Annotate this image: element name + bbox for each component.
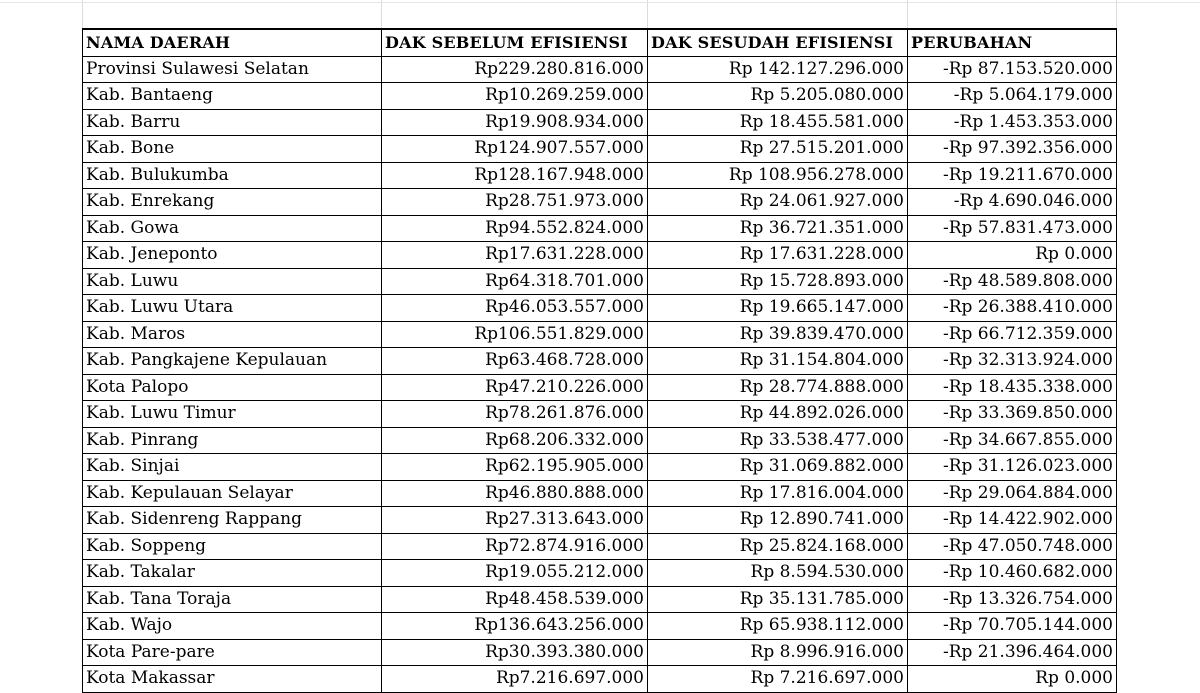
cell-dak-sebelum[interactable]: Rp10.269.259.000 — [382, 83, 648, 110]
cell-dak-sesudah[interactable]: Rp 65.938.112.000 — [648, 613, 908, 640]
cell-dak-sebelum[interactable]: Rp48.458.539.000 — [382, 586, 648, 613]
cell-dak-sesudah[interactable]: Rp 8.996.916.000 — [648, 639, 908, 666]
cell-perubahan[interactable]: -Rp 34.667.855.000 — [908, 427, 1117, 454]
table-row — [83, 348, 1117, 375]
cell-dak-sesudah[interactable]: Rp 15.728.893.000 — [648, 268, 908, 295]
table-row — [83, 136, 1117, 163]
cell-dak-sesudah[interactable]: Rp 12.890.741.000 — [648, 507, 908, 534]
table-row — [83, 480, 1117, 507]
cell-nama-daerah[interactable]: Kab. Luwu Utara — [83, 295, 382, 322]
table-row — [83, 427, 1117, 454]
cell-perubahan[interactable]: -Rp 13.326.754.000 — [908, 586, 1117, 613]
table-row — [83, 109, 1117, 136]
cell-dak-sebelum[interactable]: Rp19.908.934.000 — [382, 109, 648, 136]
table-row — [83, 639, 1117, 666]
cell-dak-sebelum[interactable]: Rp47.210.226.000 — [382, 374, 648, 401]
dak-table — [82, 28, 1117, 693]
cell-dak-sebelum[interactable]: Rp124.907.557.000 — [382, 136, 648, 163]
cell-dak-sesudah[interactable]: Rp 19.665.147.000 — [648, 295, 908, 322]
cell-nama-daerah[interactable]: Kab. Luwu — [83, 268, 382, 295]
cell-dak-sesudah[interactable]: Rp 44.892.026.000 — [648, 401, 908, 428]
cell-perubahan[interactable]: -Rp 19.211.670.000 — [908, 162, 1117, 189]
cell-perubahan[interactable]: -Rp 21.396.464.000 — [908, 639, 1117, 666]
cell-dak-sebelum[interactable]: Rp94.552.824.000 — [382, 215, 648, 242]
table-row — [83, 321, 1117, 348]
cell-perubahan[interactable]: -Rp 4.690.046.000 — [908, 189, 1117, 216]
table-row — [83, 666, 1117, 693]
cell-perubahan[interactable]: -Rp 70.705.144.000 — [908, 613, 1117, 640]
cell-dak-sesudah[interactable]: Rp 108.956.278.000 — [648, 162, 908, 189]
cell-dak-sebelum[interactable]: Rp17.631.228.000 — [382, 242, 648, 269]
table-row — [83, 295, 1117, 322]
cell-dak-sebelum[interactable]: Rp229.280.816.000 — [382, 56, 648, 83]
cell-perubahan[interactable]: -Rp 5.064.179.000 — [908, 83, 1117, 110]
table-row — [83, 454, 1117, 481]
cell-dak-sebelum[interactable]: Rp19.055.212.000 — [382, 560, 648, 587]
cell-dak-sebelum[interactable]: Rp63.468.728.000 — [382, 348, 648, 375]
table-row — [83, 242, 1117, 269]
table-body — [83, 56, 1117, 692]
cell-dak-sebelum[interactable]: Rp7.216.697.000 — [382, 666, 648, 693]
cell-dak-sebelum[interactable]: Rp62.195.905.000 — [382, 454, 648, 481]
cell-dak-sebelum[interactable]: Rp27.313.643.000 — [382, 507, 648, 534]
cell-nama-daerah[interactable]: Kab. Gowa — [83, 215, 382, 242]
cell-perubahan[interactable]: -Rp 14.422.902.000 — [908, 507, 1117, 534]
table-row — [83, 215, 1117, 242]
cell-dak-sesudah[interactable]: Rp 5.205.080.000 — [648, 83, 908, 110]
cell-dak-sebelum[interactable]: Rp106.551.829.000 — [382, 321, 648, 348]
cell-dak-sesudah[interactable]: Rp 25.824.168.000 — [648, 533, 908, 560]
cell-dak-sesudah[interactable]: Rp 8.594.530.000 — [648, 560, 908, 587]
cell-nama-daerah[interactable]: Kab. Bulukumba — [83, 162, 382, 189]
cell-nama-daerah[interactable]: Kab. Sinjai — [83, 454, 382, 481]
cell-perubahan[interactable]: -Rp 48.589.808.000 — [908, 268, 1117, 295]
cell-perubahan[interactable]: -Rp 10.460.682.000 — [908, 560, 1117, 587]
cell-perubahan[interactable]: -Rp 1.453.353.000 — [908, 109, 1117, 136]
cell-perubahan[interactable]: Rp 0.000 — [908, 242, 1117, 269]
cell-dak-sesudah[interactable]: Rp 31.154.804.000 — [648, 348, 908, 375]
cell-dak-sebelum[interactable]: Rp78.261.876.000 — [382, 401, 648, 428]
cell-perubahan[interactable]: -Rp 31.126.023.000 — [908, 454, 1117, 481]
header-nama-daerah[interactable]: NAMA DAERAH — [83, 29, 382, 56]
cell-dak-sebelum[interactable]: Rp68.206.332.000 — [382, 427, 648, 454]
table-row — [83, 189, 1117, 216]
cell-nama-daerah[interactable]: Kab. Bantaeng — [83, 83, 382, 110]
cell-dak-sesudah[interactable]: Rp 39.839.470.000 — [648, 321, 908, 348]
cell-perubahan[interactable]: Rp 0.000 — [908, 666, 1117, 693]
cell-dak-sebelum[interactable]: Rp46.053.557.000 — [382, 295, 648, 322]
cell-dak-sesudah[interactable]: Rp 36.721.351.000 — [648, 215, 908, 242]
cell-dak-sesudah[interactable]: Rp 27.515.201.000 — [648, 136, 908, 163]
cell-nama-daerah[interactable]: Kota Pare-pare — [83, 639, 382, 666]
cell-nama-daerah[interactable]: Kab. Pangkajene Kepulauan — [83, 348, 382, 375]
cell-nama-daerah[interactable]: Kab. Kepulauan Selayar — [83, 480, 382, 507]
header-perubahan[interactable]: PERUBAHAN — [908, 29, 1117, 56]
table-row — [83, 374, 1117, 401]
table-row — [83, 401, 1117, 428]
header-row — [83, 29, 1117, 56]
cell-dak-sebelum[interactable]: Rp64.318.701.000 — [382, 268, 648, 295]
cell-dak-sebelum[interactable]: Rp46.880.888.000 — [382, 480, 648, 507]
cell-perubahan[interactable]: -Rp 57.831.473.000 — [908, 215, 1117, 242]
cell-dak-sesudah[interactable]: Rp 33.538.477.000 — [648, 427, 908, 454]
cell-perubahan[interactable]: -Rp 32.313.924.000 — [908, 348, 1117, 375]
cell-dak-sesudah[interactable]: Rp 31.069.882.000 — [648, 454, 908, 481]
cell-dak-sebelum[interactable]: Rp28.751.973.000 — [382, 189, 648, 216]
cell-nama-daerah[interactable]: Kab. Sidenreng Rappang — [83, 507, 382, 534]
cell-perubahan[interactable]: -Rp 18.435.338.000 — [908, 374, 1117, 401]
cell-dak-sesudah[interactable]: Rp 35.131.785.000 — [648, 586, 908, 613]
cell-dak-sesudah[interactable]: Rp 17.631.228.000 — [648, 242, 908, 269]
cell-nama-daerah[interactable]: Kota Makassar — [83, 666, 382, 693]
cell-dak-sesudah[interactable]: Rp 18.455.581.000 — [648, 109, 908, 136]
cell-dak-sesudah[interactable]: Rp 142.127.296.000 — [648, 56, 908, 83]
table-row — [83, 560, 1117, 587]
cell-dak-sesudah[interactable]: Rp 24.061.927.000 — [648, 189, 908, 216]
table-row — [83, 533, 1117, 560]
gridline — [0, 2, 1200, 3]
cell-dak-sebelum[interactable]: Rp128.167.948.000 — [382, 162, 648, 189]
cell-nama-daerah[interactable]: Kab. Luwu Timur — [83, 401, 382, 428]
cell-perubahan[interactable]: -Rp 33.369.850.000 — [908, 401, 1117, 428]
cell-nama-daerah[interactable]: Kab. Enrekang — [83, 189, 382, 216]
cell-nama-daerah[interactable]: Kab. Bone — [83, 136, 382, 163]
cell-nama-daerah[interactable]: Kab. Jeneponto — [83, 242, 382, 269]
cell-nama-daerah[interactable]: Kota Palopo — [83, 374, 382, 401]
cell-nama-daerah[interactable]: Kab. Soppeng — [83, 533, 382, 560]
cell-dak-sebelum[interactable]: Rp72.874.916.000 — [382, 533, 648, 560]
cell-nama-daerah[interactable]: Kab. Maros — [83, 321, 382, 348]
cell-perubahan[interactable]: -Rp 29.064.884.000 — [908, 480, 1117, 507]
cell-perubahan[interactable]: -Rp 66.712.359.000 — [908, 321, 1117, 348]
table-row — [83, 586, 1117, 613]
cell-nama-daerah[interactable]: Kab. Pinrang — [83, 427, 382, 454]
cell-dak-sebelum[interactable]: Rp136.643.256.000 — [382, 613, 648, 640]
cell-dak-sebelum[interactable]: Rp30.393.380.000 — [382, 639, 648, 666]
cell-nama-daerah[interactable]: Kab. Takalar — [83, 560, 382, 587]
cell-perubahan[interactable]: -Rp 26.388.410.000 — [908, 295, 1117, 322]
table-row — [83, 83, 1117, 110]
cell-dak-sesudah[interactable]: Rp 7.216.697.000 — [648, 666, 908, 693]
cell-nama-daerah[interactable]: Kab. Wajo — [83, 613, 382, 640]
cell-perubahan[interactable]: -Rp 87.153.520.000 — [908, 56, 1117, 83]
table-row — [83, 162, 1117, 189]
table-row — [83, 268, 1117, 295]
cell-nama-daerah[interactable]: Kab. Tana Toraja — [83, 586, 382, 613]
header-dak-sesudah[interactable]: DAK SESUDAH EFISIENSI — [648, 29, 908, 56]
table-row — [83, 613, 1117, 640]
cell-dak-sesudah[interactable]: Rp 28.774.888.000 — [648, 374, 908, 401]
cell-dak-sesudah[interactable]: Rp 17.816.004.000 — [648, 480, 908, 507]
cell-perubahan[interactable]: -Rp 47.050.748.000 — [908, 533, 1117, 560]
header-dak-sebelum[interactable]: DAK SEBELUM EFISIENSI — [382, 29, 648, 56]
cell-perubahan[interactable]: -Rp 97.392.356.000 — [908, 136, 1117, 163]
table-row — [83, 56, 1117, 83]
cell-nama-daerah[interactable]: Provinsi Sulawesi Selatan — [83, 56, 382, 83]
cell-nama-daerah[interactable]: Kab. Barru — [83, 109, 382, 136]
table-row — [83, 507, 1117, 534]
